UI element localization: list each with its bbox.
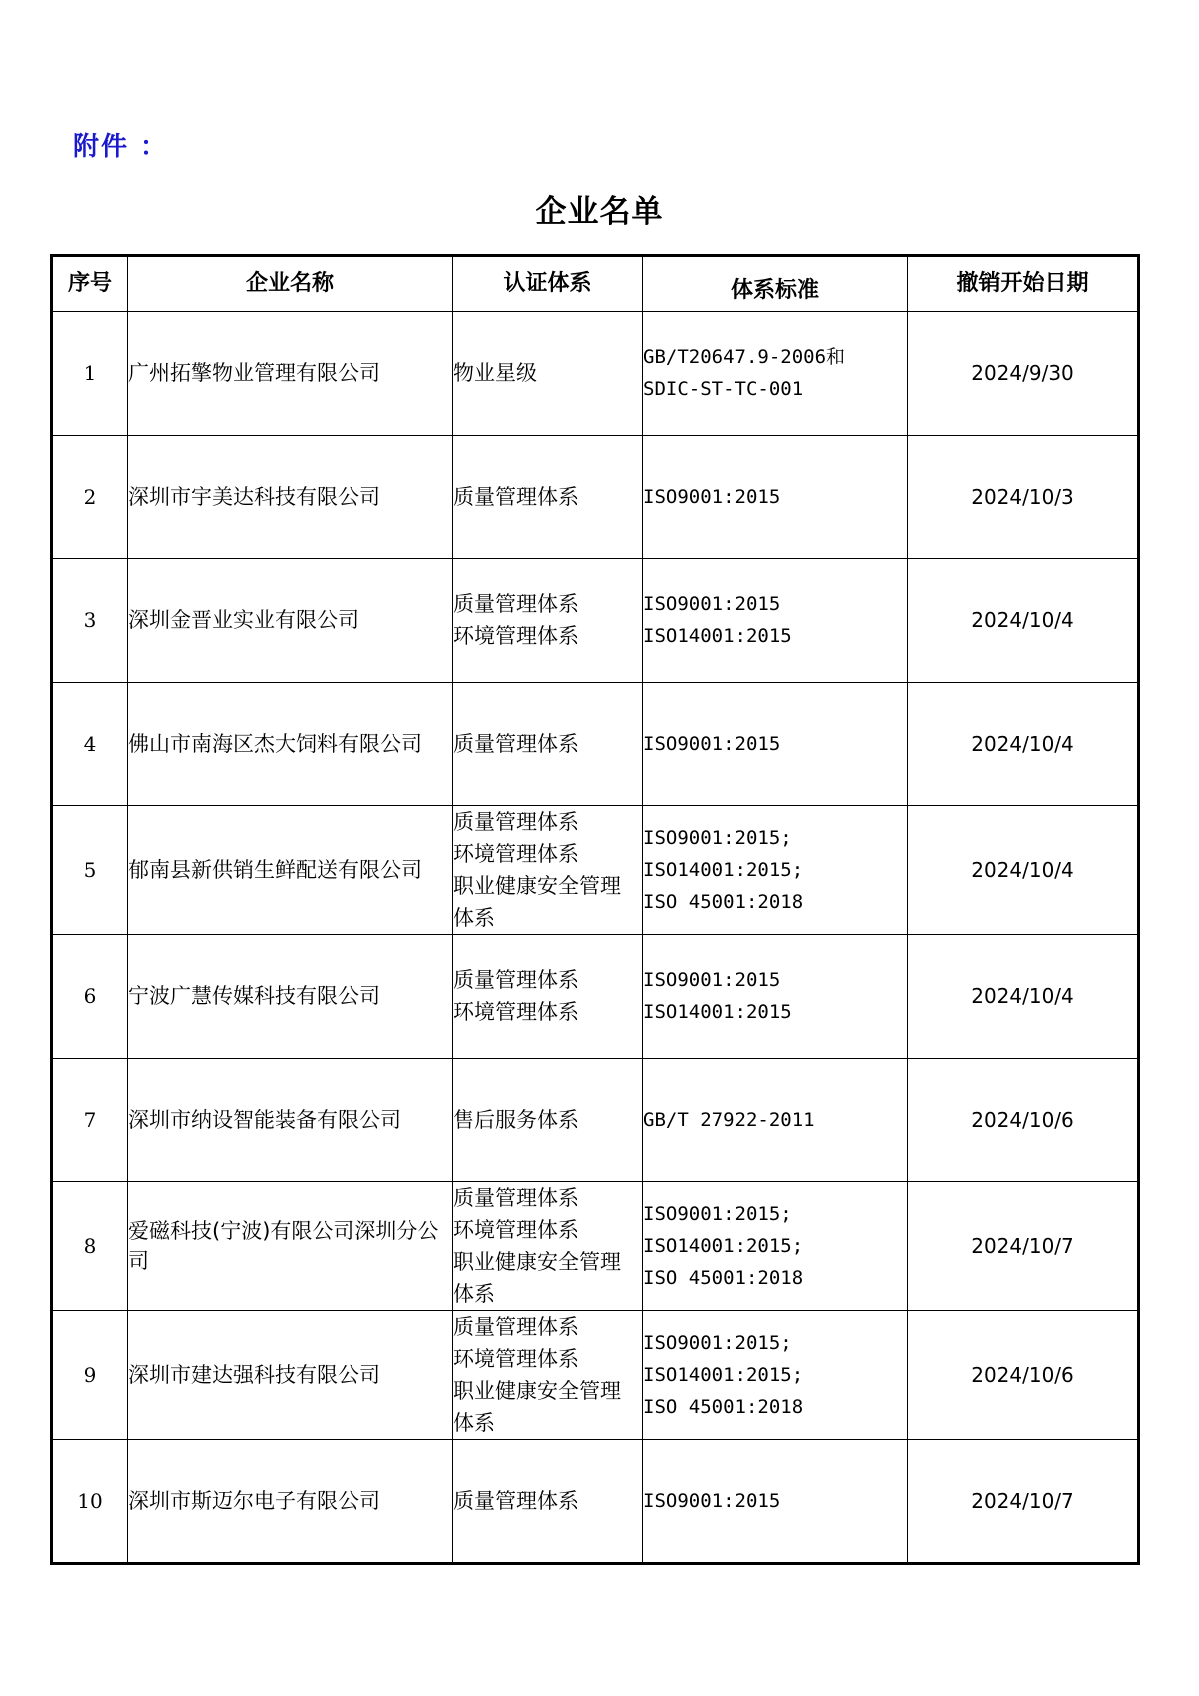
system-standard: ISO9001:2015 [643,732,781,755]
row-index: 2 [52,435,128,559]
system-standard-cell [643,1311,908,1440]
table-row [52,806,1139,935]
revocation-start-date: 2024/10/4 [908,806,1139,935]
revocation-start-date: 2024/10/7 [908,1182,1139,1311]
row-index: 6 [52,935,128,1059]
system-standard: ISO14001:2015 [643,1001,792,1024]
company-name: 佛山市南海区杰大饲料有限公司 [128,682,453,806]
certification-system-cell [453,682,643,806]
column-header-company: 企业名称 [128,256,453,312]
system-standard-cell [643,312,908,436]
system-standard-cell [643,935,908,1059]
table-body [52,312,1139,1564]
table-row [52,312,1139,436]
certification-system: 职业健康安全管理 [453,1379,621,1403]
certification-system-cell [453,435,643,559]
row-index: 10 [52,1440,128,1564]
certification-system: 职业健康安全管理 [453,1250,621,1274]
system-standard: ISO9001:2015; [643,827,792,849]
company-name: 深圳市纳设智能装备有限公司 [128,1058,453,1182]
table-row [52,1058,1139,1182]
system-standard: ISO14001:2015; [643,859,804,881]
row-index: 8 [52,1182,128,1311]
company-name: 深圳金晋业实业有限公司 [128,559,453,683]
system-standard-cell [643,1058,908,1182]
column-header-index: 序号 [52,256,128,312]
row-index: 4 [52,682,128,806]
company-name: 深圳市宇美达科技有限公司 [128,435,453,559]
certification-system-cell [453,1058,643,1182]
certification-system: 售后服务体系 [453,1107,579,1132]
attachment-label: 附件 ： [73,132,169,162]
certification-system-cell [453,806,643,935]
row-index: 1 [52,312,128,436]
certification-system: 环境管理体系 [453,1000,579,1025]
certification-system: 体系 [453,1411,495,1435]
revocation-start-date: 2024/10/7 [908,1440,1139,1564]
system-standard-cell [643,559,908,683]
certification-system: 质量管理体系 [453,810,579,834]
certification-system: 体系 [453,1282,495,1306]
system-standard: ISO14001:2015; [643,1235,804,1257]
table-row [52,682,1139,806]
system-standard-cell [643,1440,908,1564]
system-standard: ISO 45001:2018 [643,1396,804,1418]
column-header-standard-label: 体系标准 [730,278,819,303]
certification-system: 质量管理体系 [453,968,579,993]
page-title: 企业名单 [535,194,664,230]
certification-system: 环境管理体系 [453,842,579,866]
system-standard-cell [643,806,908,935]
certification-system: 物业星级 [453,361,537,386]
certification-system-cell [453,1440,643,1564]
system-standard-cell [643,1182,908,1311]
company-table [50,254,1140,1565]
system-standard-cell [643,435,908,559]
table-header-row [52,256,1139,312]
row-index: 9 [52,1311,128,1440]
revocation-start-date: 2024/10/4 [908,682,1139,806]
certification-system: 环境管理体系 [453,1218,579,1242]
system-standard: ISO9001:2015; [643,1332,792,1354]
system-standard: SDIC-ST-TC-001 [643,378,804,401]
system-standard: ISO 45001:2018 [643,891,804,913]
revocation-start-date: 2024/10/4 [908,559,1139,683]
certification-system-cell [453,935,643,1059]
company-name: 广州拓擎物业管理有限公司 [128,312,453,436]
certification-system: 环境管理体系 [453,1347,579,1371]
system-standard: ISO 45001:2018 [643,1267,804,1289]
system-standard: GB/T 27922-2011 [643,1108,815,1131]
company-name: 深圳市斯迈尔电子有限公司 [128,1440,453,1564]
company-name: 郁南县新供销生鲜配送有限公司 [128,806,453,935]
certification-system: 质量管理体系 [453,731,579,756]
row-index: 5 [52,806,128,935]
certification-system-cell [453,1311,643,1440]
table-row [52,559,1139,683]
revocation-start-date: 2024/10/6 [908,1058,1139,1182]
certification-system: 质量管理体系 [453,1315,579,1339]
column-header-standard [643,256,908,312]
company-name: 宁波广慧传媒科技有限公司 [128,935,453,1059]
certification-system: 环境管理体系 [453,624,579,649]
system-standard: ISO14001:2015 [643,625,792,648]
table-row [52,935,1139,1059]
certification-system: 质量管理体系 [453,592,579,617]
row-index: 7 [52,1058,128,1182]
system-standard: ISO14001:2015; [643,1364,804,1386]
revocation-start-date: 2024/10/6 [908,1311,1139,1440]
system-standard-cell [643,682,908,806]
table-row [52,1440,1139,1564]
table-row [52,435,1139,559]
system-standard: ISO9001:2015 [643,969,781,992]
system-standard: GB/T20647.9-2006和 [643,346,846,369]
column-header-date: 撤销开始日期 [908,256,1139,312]
system-standard: ISO9001:2015; [643,1203,792,1225]
certification-system-cell [453,559,643,683]
certification-system: 职业健康安全管理 [453,874,621,898]
system-standard: ISO9001:2015 [643,593,781,616]
revocation-start-date: 2024/9/30 [908,312,1139,436]
certification-system: 质量管理体系 [453,1186,579,1210]
table-row [52,1182,1139,1311]
company-name: 爱磁科技(宁波)有限公司深圳分公司 [128,1182,453,1311]
certification-system: 体系 [453,906,495,930]
system-standard: ISO9001:2015 [643,1489,781,1512]
revocation-start-date: 2024/10/4 [908,935,1139,1059]
row-index: 3 [52,559,128,683]
certification-system-cell [453,312,643,436]
certification-system-cell [453,1182,643,1311]
table-row [52,1311,1139,1440]
column-header-system: 认证体系 [453,256,643,312]
certification-system: 质量管理体系 [453,1488,579,1513]
company-name: 深圳市建达强科技有限公司 [128,1311,453,1440]
certification-system: 质量管理体系 [453,484,579,509]
system-standard: ISO9001:2015 [643,485,781,508]
revocation-start-date: 2024/10/3 [908,435,1139,559]
